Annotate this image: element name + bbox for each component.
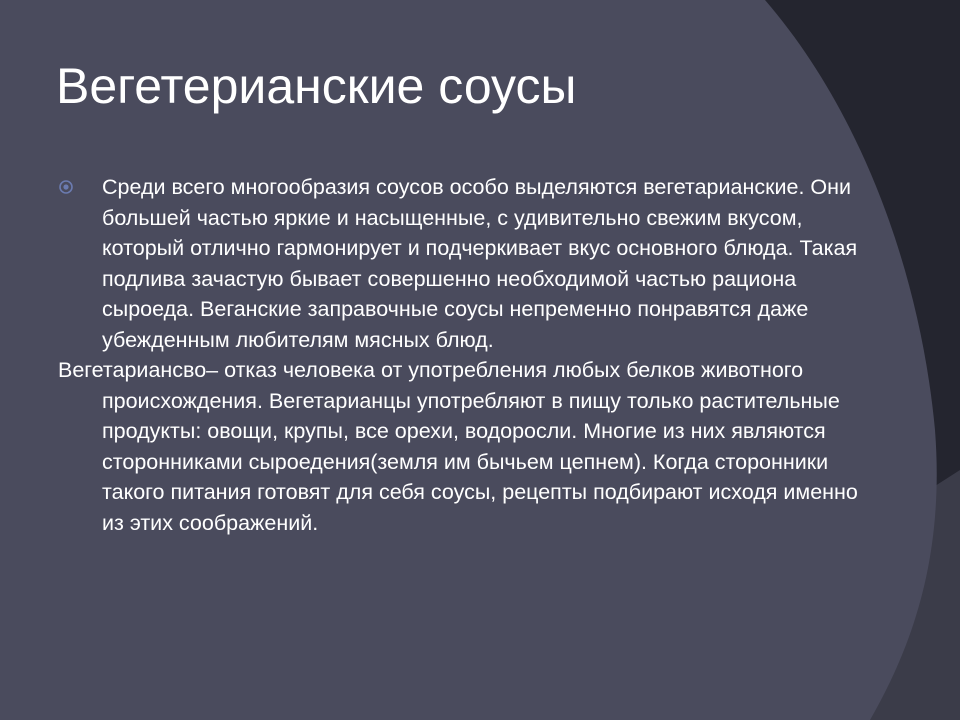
target-bullet-icon: [58, 179, 74, 195]
slide-title: Вегетерианские соусы: [56, 58, 577, 114]
bullet-paragraph: [58, 172, 858, 355]
paragraph-2: Вегетариансво– отказ человека от употребления любых белков животного происхождения. Вегетарианцы употребляют в пищу только растительные продукты: овощи, крупы, все орехи, водоросли. Многие из них являются сторонниками сыроедения(земля им бычьем цепнем). Когда сторонники такого питания готовят для себя соусы, рецепты подбирают исходя именно из этих соображений.: [58, 358, 858, 535]
slide-body: [58, 172, 858, 538]
paragraph-1: Среди всего многообразия соусов особо выделяются вегетарианские. Они большей частью яркие и насыщенные, с удивительно свежим вкусом, который отлично гармонирует и подчеркивает вкус основного блюда. Такая подлива зачастую бывает совершенно необходимой частью рациона сыроеда. Веганские заправочные соусы непременно понравятся даже убежденным любителям мясных блюд.: [102, 175, 858, 352]
